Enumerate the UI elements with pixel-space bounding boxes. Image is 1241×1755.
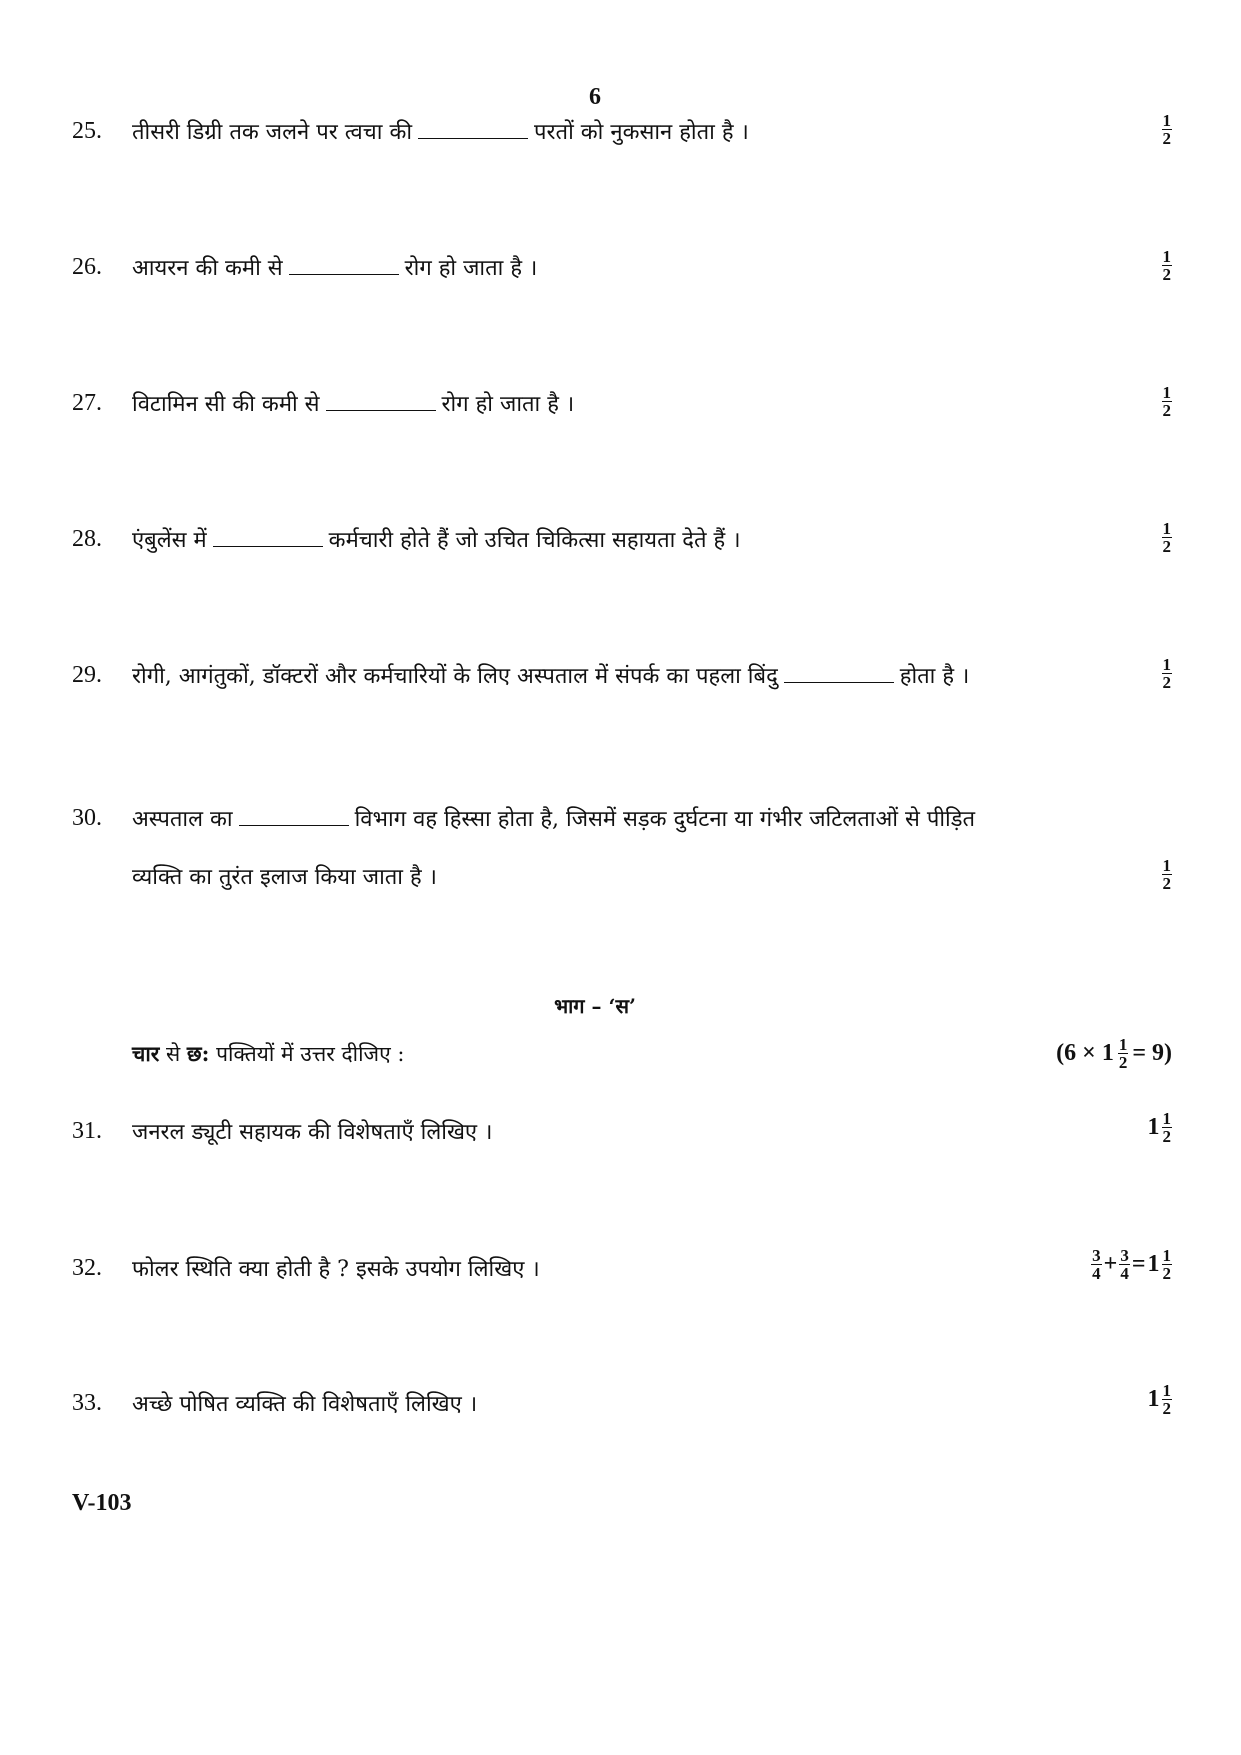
marks: $\frac{1}{2}$ [1162, 111, 1171, 148]
question-text: विटामिन सी की कमी से रोग हो जाता है । [132, 392, 575, 417]
question-number: 33. [72, 1390, 102, 1416]
marks: $\frac{1}{2}$ [1162, 655, 1171, 692]
question-number: 31. [72, 1118, 102, 1144]
question-number: 29. [72, 662, 102, 688]
marks: 1 $\frac{1}{2}$ [1147, 1109, 1171, 1146]
page-number: 6 [589, 84, 601, 110]
question-number: 30. [72, 805, 102, 831]
question-number: 25. [72, 118, 102, 144]
marks: $\frac{1}{2}$ [1162, 247, 1171, 284]
question-number: 27. [72, 390, 102, 416]
marks: $\frac{1}{2}$ [1162, 519, 1171, 556]
question-text: तीसरी डिग्री तक जलने पर त्वचा की परतों को नुकसान होता है । [132, 120, 749, 145]
question-text: आयरन की कमी से रोग हो जाता है । [132, 256, 538, 281]
question-number: 32. [72, 1255, 102, 1281]
question-text: अस्पताल का विभाग वह हिस्सा होता है, जिसमें सड़क दुर्घटना या गंभीर जटिलताओं से पीड़ित व्यक्ति का तुरंत इलाज किया जाता है । [132, 807, 976, 890]
section-marks: (6 × 1 $\frac{1}{2}$ = 9) [1056, 1035, 1172, 1072]
marks: $\frac{1}{2}$ [1162, 383, 1171, 420]
answer-blank [784, 681, 894, 683]
marks: $\frac{3}{4}$ + $\frac{3}{4}$ = 1 $\frac{1}{2}$ [1092, 1246, 1171, 1283]
question-text: अच्छे पोषित व्यक्ति की विशेषताएँ लिखिए । [132, 1392, 478, 1417]
question-text: एंबुलेंस में कर्मचारी होते हैं जो उचित चिकित्सा सहायता देते हैं । [132, 528, 741, 553]
answer-blank [239, 824, 349, 826]
question-number: 26. [72, 254, 102, 280]
section-instruction: चार से छ: पक्तियों में उत्तर दीजिए : (6 × 1 $\frac{1}{2}$ = 9) [132, 1035, 1172, 1072]
section-title: भाग – ‘स’ [554, 994, 636, 1018]
marks: $\frac{1}{2}$ [1162, 856, 1171, 893]
question-text: रोगी, आगंतुकों, डॉक्टरों और कर्मचारियों के लिए अस्पताल में संपर्क का पहला बिंदु होता है । [132, 664, 970, 689]
marks: 1 $\frac{1}{2}$ [1147, 1381, 1171, 1418]
answer-blank [418, 137, 528, 139]
question-number: 28. [72, 526, 102, 552]
answer-blank [213, 545, 323, 547]
paper-code: V-103 [72, 1490, 132, 1516]
question-text: जनरल ड्यूटी सहायक की विशेषताएँ लिखिए । [132, 1120, 493, 1145]
answer-blank [289, 273, 399, 275]
question-text-line2: व्यक्ति का तुरंत इलाज किया जाता है । [132, 865, 438, 890]
question-text: फोलर स्थिति क्या होती है ? इसके उपयोग लिखिए । [132, 1257, 540, 1282]
answer-blank [326, 409, 436, 411]
